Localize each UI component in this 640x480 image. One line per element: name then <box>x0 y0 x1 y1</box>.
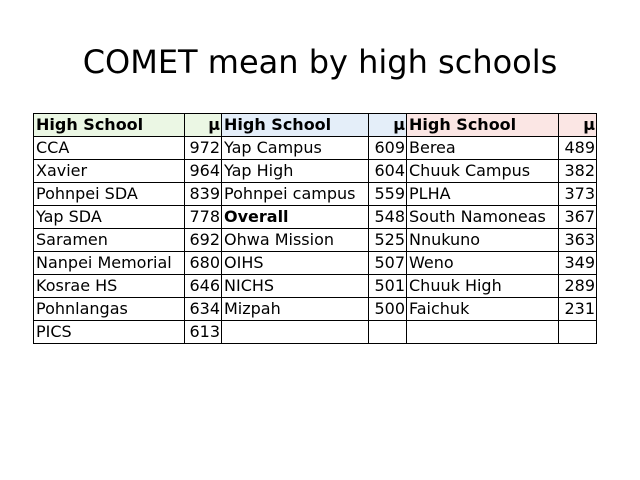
mean-score: 609 <box>369 137 407 160</box>
table-row <box>34 183 597 206</box>
group-3-mean-header: μ <box>559 114 597 137</box>
group-1-school-header: High School <box>34 114 185 137</box>
mean-score: 349 <box>559 252 597 275</box>
school-name: Kosrae HS <box>34 275 185 298</box>
school-name: PICS <box>34 321 185 344</box>
school-name: Saramen <box>34 229 185 252</box>
school-name: Faichuk <box>407 298 559 321</box>
school-name: South Namoneas <box>407 206 559 229</box>
empty-cell <box>559 321 597 344</box>
table-row <box>34 229 597 252</box>
school-name: Chuuk High <box>407 275 559 298</box>
mean-score: 646 <box>185 275 222 298</box>
school-means-table <box>33 113 597 344</box>
school-name: Chuuk Campus <box>407 160 559 183</box>
group-2-school-header: High School <box>222 114 369 137</box>
mean-score: 289 <box>559 275 597 298</box>
table-row <box>34 321 597 344</box>
empty-cell <box>369 321 407 344</box>
school-name: PLHA <box>407 183 559 206</box>
mean-score: 363 <box>559 229 597 252</box>
group-2-mean-header: μ <box>369 114 407 137</box>
school-name: Yap Campus <box>222 137 369 160</box>
mean-score: 525 <box>369 229 407 252</box>
table-row <box>34 275 597 298</box>
overall-mean-score: 548 <box>369 206 407 229</box>
group-3-school-header: High School <box>407 114 559 137</box>
mean-score: 613 <box>185 321 222 344</box>
empty-cell <box>407 321 559 344</box>
table-row <box>34 160 597 183</box>
table-row <box>34 298 597 321</box>
header-row <box>34 114 597 137</box>
school-name: Ohwa Mission <box>222 229 369 252</box>
mean-score: 972 <box>185 137 222 160</box>
school-name: Pohnlangas <box>34 298 185 321</box>
table-row <box>34 252 597 275</box>
mean-score: 680 <box>185 252 222 275</box>
table-row <box>34 137 597 160</box>
school-name: NICHS <box>222 275 369 298</box>
mean-score: 778 <box>185 206 222 229</box>
group-1-mean-header: μ <box>185 114 222 137</box>
school-name: OIHS <box>222 252 369 275</box>
mean-score: 839 <box>185 183 222 206</box>
mean-score: 964 <box>185 160 222 183</box>
mean-score: 373 <box>559 183 597 206</box>
mean-score: 507 <box>369 252 407 275</box>
school-name: Pohnpei campus <box>222 183 369 206</box>
mean-score: 559 <box>369 183 407 206</box>
slide-title: COMET mean by high schools <box>82 43 558 81</box>
table-body <box>34 114 597 344</box>
mean-score: 634 <box>185 298 222 321</box>
table-row <box>34 206 597 229</box>
empty-cell <box>222 321 369 344</box>
mean-score: 692 <box>185 229 222 252</box>
school-name: Xavier <box>34 160 185 183</box>
school-name: Nnukuno <box>407 229 559 252</box>
school-name: Nanpei Memorial <box>34 252 185 275</box>
mean-score: 382 <box>559 160 597 183</box>
mean-score: 231 <box>559 298 597 321</box>
school-name: Mizpah <box>222 298 369 321</box>
school-name: Pohnpei SDA <box>34 183 185 206</box>
mean-score: 367 <box>559 206 597 229</box>
school-name: CCA <box>34 137 185 160</box>
school-name: Weno <box>407 252 559 275</box>
overall-label: Overall <box>222 206 369 229</box>
mean-score: 489 <box>559 137 597 160</box>
mean-score: 500 <box>369 298 407 321</box>
school-name: Berea <box>407 137 559 160</box>
mean-score: 604 <box>369 160 407 183</box>
school-name: Yap SDA <box>34 206 185 229</box>
school-name: Yap High <box>222 160 369 183</box>
mean-score: 501 <box>369 275 407 298</box>
